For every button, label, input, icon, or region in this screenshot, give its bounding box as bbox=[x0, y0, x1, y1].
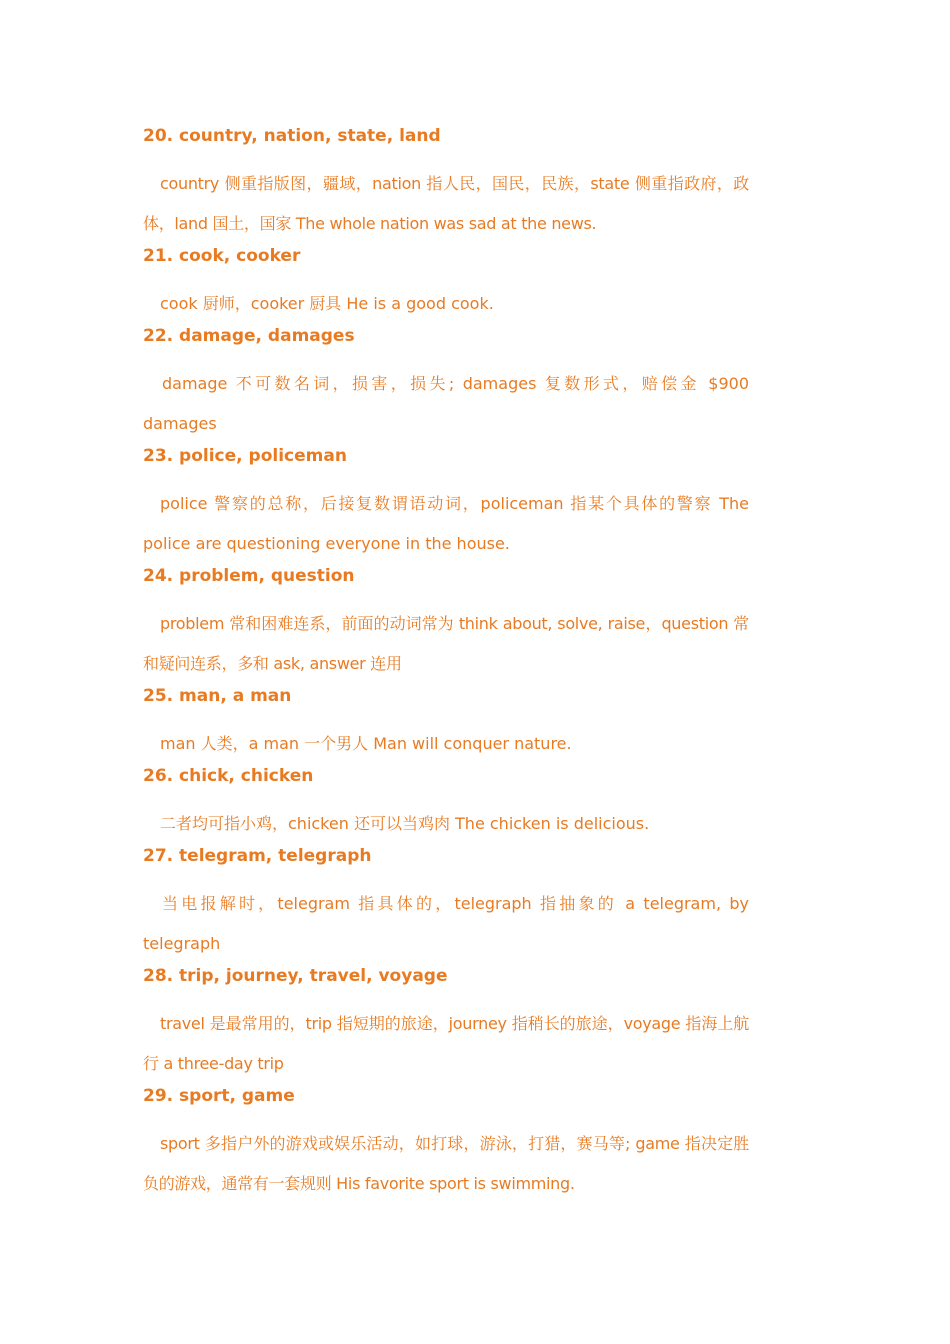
entry-21 bbox=[143, 244, 749, 324]
entry-body: damage 不可数名词，损害，损失; damages 复数形式，赔偿金 $900 damages bbox=[143, 374, 749, 433]
entry-25 bbox=[143, 684, 749, 764]
entry-28 bbox=[143, 964, 749, 1084]
entry-body: travel 是最常用的，trip 指短期的旅途，journey 指稍长的旅途，voyage 指海上航行 a three-day trip bbox=[143, 1014, 749, 1073]
entry-heading: 28. trip, journey, travel, voyage bbox=[143, 966, 448, 986]
document-page bbox=[143, 124, 749, 1204]
entry-23 bbox=[143, 444, 749, 564]
entry-body: problem 常和困难连系，前面的动词常为 think about, solve, raise，question 常和疑问连系，多和 ask, answer 连用 bbox=[143, 614, 749, 673]
entry-heading: 23. police, policeman bbox=[143, 446, 347, 466]
entry-heading: 29. sport, game bbox=[143, 1086, 295, 1106]
entry-heading: 25. man, a man bbox=[143, 686, 292, 706]
entry-22 bbox=[143, 324, 749, 444]
entry-body: 当电报解时，telegram 指具体的，telegraph 指抽象的 a telegram, by telegraph bbox=[143, 894, 749, 953]
entry-heading: 20. country, nation, state, land bbox=[143, 126, 441, 146]
entry-24 bbox=[143, 564, 749, 684]
entry-heading: 26. chick, chicken bbox=[143, 766, 314, 786]
entry-27 bbox=[143, 844, 749, 964]
entry-body: 二者均可指小鸡，chicken 还可以当鸡肉 The chicken is delicious. bbox=[160, 814, 650, 833]
entry-heading: 21. cook, cooker bbox=[143, 246, 301, 266]
entry-26 bbox=[143, 764, 749, 844]
entry-20 bbox=[143, 124, 749, 244]
entry-body: police 警察的总称，后接复数谓语动词，policeman 指某个具体的警察 The police are questioning everyone in the house. bbox=[143, 494, 749, 553]
entry-body: country 侧重指版图，疆域，nation 指人民，国民，民族，state 侧重指政府，政体，land 国土，国家 The whole nation was sad at the news. bbox=[143, 174, 749, 233]
entry-heading: 27. telegram, telegraph bbox=[143, 846, 372, 866]
entry-body: sport 多指户外的游戏或娱乐活动，如打球，游泳，打猎，赛马等; game 指决定胜负的游戏，通常有一套规则 His favorite sport is swimming. bbox=[143, 1134, 749, 1193]
entry-body: cook 厨师，cooker 厨具 He is a good cook. bbox=[160, 294, 494, 313]
entry-29 bbox=[143, 1084, 749, 1204]
entry-body: man 人类，a man 一个男人 Man will conquer nature. bbox=[160, 734, 572, 753]
entry-heading: 22. damage, damages bbox=[143, 326, 355, 346]
entry-heading: 24. problem, question bbox=[143, 566, 355, 586]
